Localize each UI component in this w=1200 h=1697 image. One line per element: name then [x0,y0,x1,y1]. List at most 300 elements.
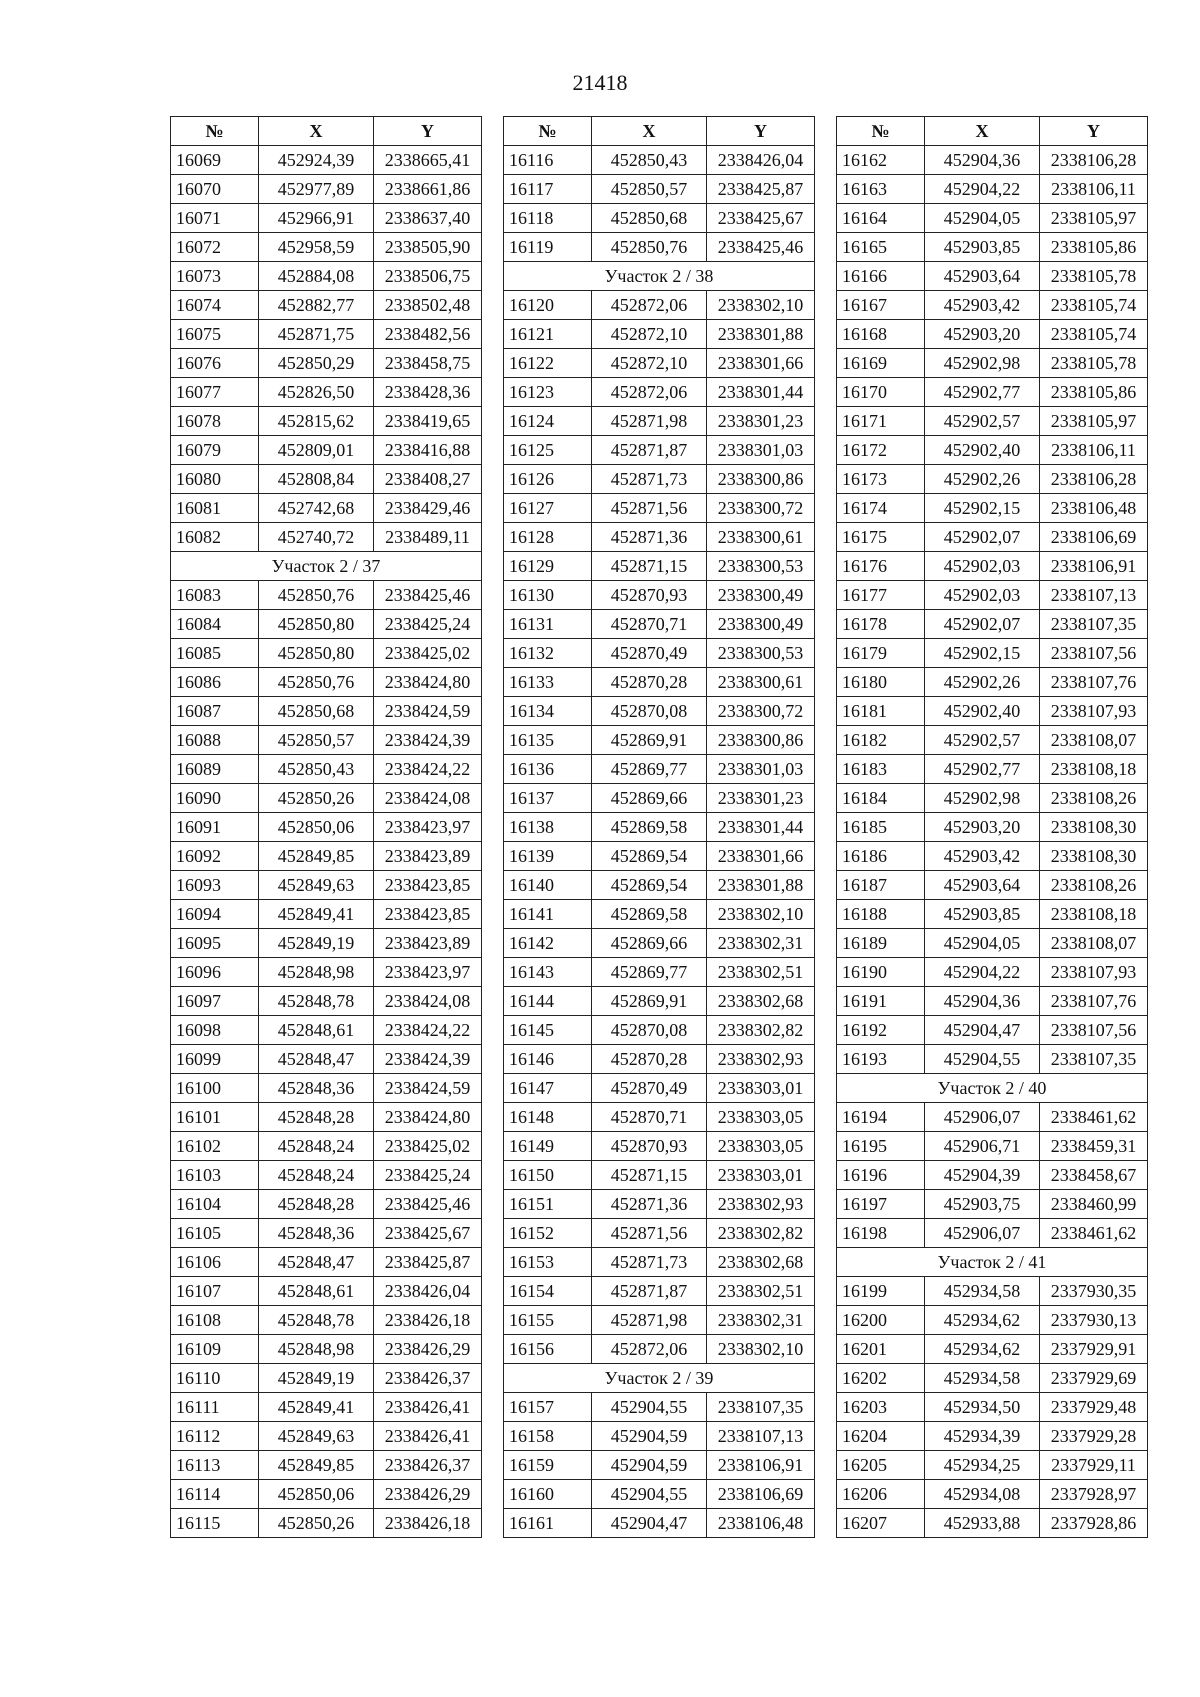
point-number-cell: 16197 [837,1190,925,1219]
y-coordinate-cell: 2338424,59 [374,1074,482,1103]
y-coordinate-cell: 2338303,05 [707,1132,815,1161]
x-coordinate-cell: 452869,66 [592,784,707,813]
point-number-cell: 16170 [837,378,925,407]
y-coordinate-cell: 2338425,87 [374,1248,482,1277]
table-row [171,523,482,552]
x-coordinate-cell: 452848,36 [259,1074,374,1103]
point-number-cell: 16096 [171,958,259,987]
x-coordinate-cell: 452906,07 [925,1103,1040,1132]
point-number-cell: 16165 [837,233,925,262]
x-coordinate-cell: 452902,57 [925,407,1040,436]
y-coordinate-cell: 2338300,49 [707,610,815,639]
column-header-x: X [925,117,1040,146]
point-number-cell: 16114 [171,1480,259,1509]
point-number-cell: 16129 [504,552,592,581]
point-number-cell: 16199 [837,1277,925,1306]
y-coordinate-cell: 2338302,51 [707,958,815,987]
point-number-cell: 16153 [504,1248,592,1277]
x-coordinate-cell: 452871,98 [592,407,707,436]
y-coordinate-cell: 2338300,86 [707,726,815,755]
x-coordinate-cell: 452902,57 [925,726,1040,755]
x-coordinate-cell: 452902,26 [925,465,1040,494]
point-number-cell: 16103 [171,1161,259,1190]
x-coordinate-cell: 452904,22 [925,175,1040,204]
point-number-cell: 16156 [504,1335,592,1364]
table-row [504,726,815,755]
y-coordinate-cell: 2338300,72 [707,697,815,726]
x-coordinate-cell: 452849,19 [259,1364,374,1393]
y-coordinate-cell: 2338108,26 [1040,784,1148,813]
point-number-cell: 16119 [504,233,592,262]
column-header-y: Y [1040,117,1148,146]
x-coordinate-cell: 452871,15 [592,1161,707,1190]
y-coordinate-cell: 2338461,62 [1040,1219,1148,1248]
table-row [171,320,482,349]
point-number-cell: 16149 [504,1132,592,1161]
point-number-cell: 16162 [837,146,925,175]
x-coordinate-cell: 452934,62 [925,1306,1040,1335]
y-coordinate-cell: 2338302,51 [707,1277,815,1306]
table-row [837,1045,1148,1074]
y-coordinate-cell: 2338426,18 [374,1306,482,1335]
y-coordinate-cell: 2338300,53 [707,639,815,668]
table-row [171,262,482,291]
table-row [504,291,815,320]
table-row [837,204,1148,233]
x-coordinate-cell: 452870,08 [592,697,707,726]
point-number-cell: 16099 [171,1045,259,1074]
table-row [171,1306,482,1335]
table-row [837,291,1148,320]
point-number-cell: 16080 [171,465,259,494]
y-coordinate-cell: 2338106,69 [1040,523,1148,552]
x-coordinate-cell: 452871,73 [592,465,707,494]
y-coordinate-cell: 2338408,27 [374,465,482,494]
x-coordinate-cell: 452904,55 [592,1393,707,1422]
table-row [504,1219,815,1248]
table-row [837,1451,1148,1480]
x-coordinate-cell: 452850,29 [259,349,374,378]
y-coordinate-cell: 2338425,24 [374,1161,482,1190]
point-number-cell: 16188 [837,900,925,929]
point-number-cell: 16097 [171,987,259,1016]
y-coordinate-cell: 2338300,72 [707,494,815,523]
point-number-cell: 16190 [837,958,925,987]
x-coordinate-cell: 452849,63 [259,1422,374,1451]
x-coordinate-cell: 452815,62 [259,407,374,436]
point-number-cell: 16086 [171,668,259,697]
table-row [171,1393,482,1422]
x-coordinate-cell: 452872,06 [592,291,707,320]
table-row [171,407,482,436]
table-row [837,1422,1148,1451]
table-row [837,639,1148,668]
table-row [504,1161,815,1190]
x-coordinate-cell: 452869,66 [592,929,707,958]
table-row [171,784,482,813]
point-number-cell: 16112 [171,1422,259,1451]
x-coordinate-cell: 452869,77 [592,755,707,784]
y-coordinate-cell: 2338429,46 [374,494,482,523]
y-coordinate-cell: 2338300,49 [707,581,815,610]
table-row [837,1480,1148,1509]
point-number-cell: 16102 [171,1132,259,1161]
y-coordinate-cell: 2338419,65 [374,407,482,436]
x-coordinate-cell: 452904,47 [592,1509,707,1538]
point-number-cell: 16176 [837,552,925,581]
table-row [171,1132,482,1161]
x-coordinate-cell: 452903,42 [925,291,1040,320]
point-number-cell: 16206 [837,1480,925,1509]
point-number-cell: 16133 [504,668,592,697]
table-row [504,349,815,378]
point-number-cell: 16192 [837,1016,925,1045]
table-row [504,1393,815,1422]
x-coordinate-cell: 452872,06 [592,1335,707,1364]
table-row [171,610,482,639]
table-row [837,1306,1148,1335]
y-coordinate-cell: 2338424,22 [374,755,482,784]
section-row [171,552,482,581]
x-coordinate-cell: 452870,93 [592,1132,707,1161]
point-number-cell: 16181 [837,697,925,726]
point-number-cell: 16075 [171,320,259,349]
x-coordinate-cell: 452850,80 [259,639,374,668]
x-coordinate-cell: 452850,76 [259,668,374,697]
y-coordinate-cell: 2338424,08 [374,987,482,1016]
x-coordinate-cell: 452850,06 [259,813,374,842]
x-coordinate-cell: 452870,71 [592,610,707,639]
table-row [504,639,815,668]
y-coordinate-cell: 2338105,78 [1040,262,1148,291]
column-header-x: X [259,117,374,146]
point-number-cell: 16173 [837,465,925,494]
x-coordinate-cell: 452869,77 [592,958,707,987]
x-coordinate-cell: 452870,08 [592,1016,707,1045]
point-number-cell: 16110 [171,1364,259,1393]
table-row [504,871,815,900]
y-coordinate-cell: 2338107,13 [707,1422,815,1451]
table-row [837,610,1148,639]
column-header-number: № [171,117,259,146]
y-coordinate-cell: 2338426,41 [374,1422,482,1451]
x-coordinate-cell: 452871,73 [592,1248,707,1277]
y-coordinate-cell: 2338106,11 [1040,436,1148,465]
x-coordinate-cell: 452904,36 [925,987,1040,1016]
x-coordinate-cell: 452742,68 [259,494,374,523]
x-coordinate-cell: 452869,58 [592,900,707,929]
table-row [171,958,482,987]
table-row [504,1074,815,1103]
y-coordinate-cell: 2338108,18 [1040,900,1148,929]
y-coordinate-cell: 2338424,59 [374,697,482,726]
point-number-cell: 16128 [504,523,592,552]
x-coordinate-cell: 452849,63 [259,871,374,900]
table-row [504,900,815,929]
point-number-cell: 16081 [171,494,259,523]
y-coordinate-cell: 2338302,68 [707,987,815,1016]
y-coordinate-cell: 2338301,66 [707,349,815,378]
table-row [504,1422,815,1451]
table-row [504,1277,815,1306]
point-number-cell: 16073 [171,262,259,291]
y-coordinate-cell: 2338301,23 [707,407,815,436]
x-coordinate-cell: 452870,49 [592,1074,707,1103]
x-coordinate-cell: 452849,41 [259,1393,374,1422]
y-coordinate-cell: 2338302,31 [707,1306,815,1335]
x-coordinate-cell: 452902,03 [925,552,1040,581]
y-coordinate-cell: 2338108,26 [1040,871,1148,900]
y-coordinate-cell: 2338426,18 [374,1509,482,1538]
y-coordinate-cell: 2338107,56 [1040,1016,1148,1045]
y-coordinate-cell: 2338665,41 [374,146,482,175]
y-coordinate-cell: 2338106,69 [707,1480,815,1509]
table-row [504,784,815,813]
y-coordinate-cell: 2338426,37 [374,1364,482,1393]
point-number-cell: 16092 [171,842,259,871]
point-number-cell: 16106 [171,1248,259,1277]
coordinates-table-1 [170,116,482,1538]
point-number-cell: 16093 [171,871,259,900]
point-number-cell: 16191 [837,987,925,1016]
point-number-cell: 16127 [504,494,592,523]
x-coordinate-cell: 452934,08 [925,1480,1040,1509]
x-coordinate-cell: 452850,43 [259,755,374,784]
point-number-cell: 16185 [837,813,925,842]
point-number-cell: 16201 [837,1335,925,1364]
y-coordinate-cell: 2338105,97 [1040,204,1148,233]
x-coordinate-cell: 452850,06 [259,1480,374,1509]
y-coordinate-cell: 2338425,87 [707,175,815,204]
point-number-cell: 16195 [837,1132,925,1161]
table-row [837,726,1148,755]
x-coordinate-cell: 452850,68 [592,204,707,233]
x-coordinate-cell: 452977,89 [259,175,374,204]
x-coordinate-cell: 452882,77 [259,291,374,320]
x-coordinate-cell: 452903,20 [925,320,1040,349]
table-row [504,987,815,1016]
column-header-x: X [592,117,707,146]
point-number-cell: 16104 [171,1190,259,1219]
point-number-cell: 16200 [837,1306,925,1335]
point-number-cell: 16130 [504,581,592,610]
y-coordinate-cell: 2338426,04 [707,146,815,175]
y-coordinate-cell: 2338425,67 [374,1219,482,1248]
table-row [504,1335,815,1364]
x-coordinate-cell: 452849,85 [259,842,374,871]
point-number-cell: 16147 [504,1074,592,1103]
table-row [171,1016,482,1045]
y-coordinate-cell: 2338424,39 [374,1045,482,1074]
y-coordinate-cell: 2338302,10 [707,900,815,929]
point-number-cell: 16205 [837,1451,925,1480]
y-coordinate-cell: 2337929,11 [1040,1451,1148,1480]
point-number-cell: 16116 [504,146,592,175]
table-row [837,697,1148,726]
point-number-cell: 16136 [504,755,592,784]
column-header-number: № [504,117,592,146]
table-row [504,233,815,262]
y-coordinate-cell: 2338461,62 [1040,1103,1148,1132]
y-coordinate-cell: 2338423,89 [374,929,482,958]
point-number-cell: 16150 [504,1161,592,1190]
table-row [837,842,1148,871]
table-row [837,1190,1148,1219]
y-coordinate-cell: 2338301,66 [707,842,815,871]
table-row [504,523,815,552]
point-number-cell: 16174 [837,494,925,523]
x-coordinate-cell: 452934,58 [925,1364,1040,1393]
point-number-cell: 16115 [171,1509,259,1538]
table-row [504,1480,815,1509]
table-row [171,1161,482,1190]
x-coordinate-cell: 452903,85 [925,233,1040,262]
table-row [837,494,1148,523]
table-row [171,146,482,175]
point-number-cell: 16154 [504,1277,592,1306]
y-coordinate-cell: 2338108,30 [1040,813,1148,842]
table-row [837,1161,1148,1190]
y-coordinate-cell: 2338459,31 [1040,1132,1148,1161]
point-number-cell: 16071 [171,204,259,233]
x-coordinate-cell: 452872,06 [592,378,707,407]
table-row [837,552,1148,581]
x-coordinate-cell: 452906,07 [925,1219,1040,1248]
x-coordinate-cell: 452869,54 [592,871,707,900]
y-coordinate-cell: 2338302,10 [707,291,815,320]
y-coordinate-cell: 2338423,85 [374,871,482,900]
y-coordinate-cell: 2338416,88 [374,436,482,465]
x-coordinate-cell: 452848,61 [259,1016,374,1045]
table-row [837,1277,1148,1306]
table-row [837,378,1148,407]
x-coordinate-cell: 452884,08 [259,262,374,291]
point-number-cell: 16138 [504,813,592,842]
x-coordinate-cell: 452848,61 [259,1277,374,1306]
coordinates-table-2 [503,116,815,1538]
point-number-cell: 16139 [504,842,592,871]
x-coordinate-cell: 452869,91 [592,726,707,755]
x-coordinate-cell: 452904,05 [925,929,1040,958]
y-coordinate-cell: 2338108,07 [1040,929,1148,958]
point-number-cell: 16105 [171,1219,259,1248]
y-coordinate-cell: 2338425,46 [707,233,815,262]
table-row [837,1364,1148,1393]
y-coordinate-cell: 2338107,76 [1040,987,1148,1016]
table-row [504,378,815,407]
point-number-cell: 16091 [171,813,259,842]
table-row [504,552,815,581]
coordinates-table-3 [836,116,1148,1538]
table-row [171,726,482,755]
point-number-cell: 16152 [504,1219,592,1248]
x-coordinate-cell: 452850,76 [259,581,374,610]
x-coordinate-cell: 452848,78 [259,987,374,1016]
point-number-cell: 16144 [504,987,592,1016]
table-row [837,929,1148,958]
point-number-cell: 16135 [504,726,592,755]
x-coordinate-cell: 452850,76 [592,233,707,262]
point-number-cell: 16151 [504,1190,592,1219]
column-header-y: Y [707,117,815,146]
point-number-cell: 16077 [171,378,259,407]
point-number-cell: 16094 [171,900,259,929]
x-coordinate-cell: 452848,36 [259,1219,374,1248]
table-row [171,378,482,407]
table-row [171,204,482,233]
table-row [171,175,482,204]
point-number-cell: 16189 [837,929,925,958]
point-number-cell: 16117 [504,175,592,204]
point-number-cell: 16123 [504,378,592,407]
x-coordinate-cell: 452848,47 [259,1045,374,1074]
y-coordinate-cell: 2338426,04 [374,1277,482,1306]
table-row [171,494,482,523]
table-row [504,1451,815,1480]
point-number-cell: 16142 [504,929,592,958]
table-row [171,1248,482,1277]
table-row [837,1016,1148,1045]
y-coordinate-cell: 2338424,80 [374,668,482,697]
point-number-cell: 16125 [504,436,592,465]
table-row [171,1509,482,1538]
x-coordinate-cell: 452904,55 [592,1480,707,1509]
table-row [837,668,1148,697]
point-number-cell: 16183 [837,755,925,784]
point-number-cell: 16182 [837,726,925,755]
y-coordinate-cell: 2338302,82 [707,1219,815,1248]
table-row [504,407,815,436]
point-number-cell: 16137 [504,784,592,813]
x-coordinate-cell: 452849,19 [259,929,374,958]
point-number-cell: 16145 [504,1016,592,1045]
y-coordinate-cell: 2338425,67 [707,204,815,233]
point-number-cell: 16202 [837,1364,925,1393]
section-row [504,1364,815,1393]
x-coordinate-cell: 452902,98 [925,784,1040,813]
point-number-cell: 16141 [504,900,592,929]
point-number-cell: 16207 [837,1509,925,1538]
table-row [837,1393,1148,1422]
x-coordinate-cell: 452826,50 [259,378,374,407]
x-coordinate-cell: 452902,15 [925,639,1040,668]
table-row [171,1364,482,1393]
y-coordinate-cell: 2338107,76 [1040,668,1148,697]
table-row [837,465,1148,494]
table-row [837,1335,1148,1364]
y-coordinate-cell: 2338302,93 [707,1045,815,1074]
x-coordinate-cell: 452740,72 [259,523,374,552]
table-row [504,813,815,842]
y-coordinate-cell: 2338106,28 [1040,465,1148,494]
y-coordinate-cell: 2338107,56 [1040,639,1148,668]
table-row [171,1045,482,1074]
x-coordinate-cell: 452871,87 [592,1277,707,1306]
y-coordinate-cell: 2338425,46 [374,1190,482,1219]
point-number-cell: 16078 [171,407,259,436]
point-number-cell: 16140 [504,871,592,900]
y-coordinate-cell: 2338423,97 [374,958,482,987]
point-number-cell: 16101 [171,1103,259,1132]
section-row [837,1248,1148,1277]
point-number-cell: 16126 [504,465,592,494]
x-coordinate-cell: 452849,85 [259,1451,374,1480]
y-coordinate-cell: 2338425,02 [374,639,482,668]
point-number-cell: 16084 [171,610,259,639]
point-number-cell: 16070 [171,175,259,204]
x-coordinate-cell: 452871,15 [592,552,707,581]
x-coordinate-cell: 452872,10 [592,349,707,378]
